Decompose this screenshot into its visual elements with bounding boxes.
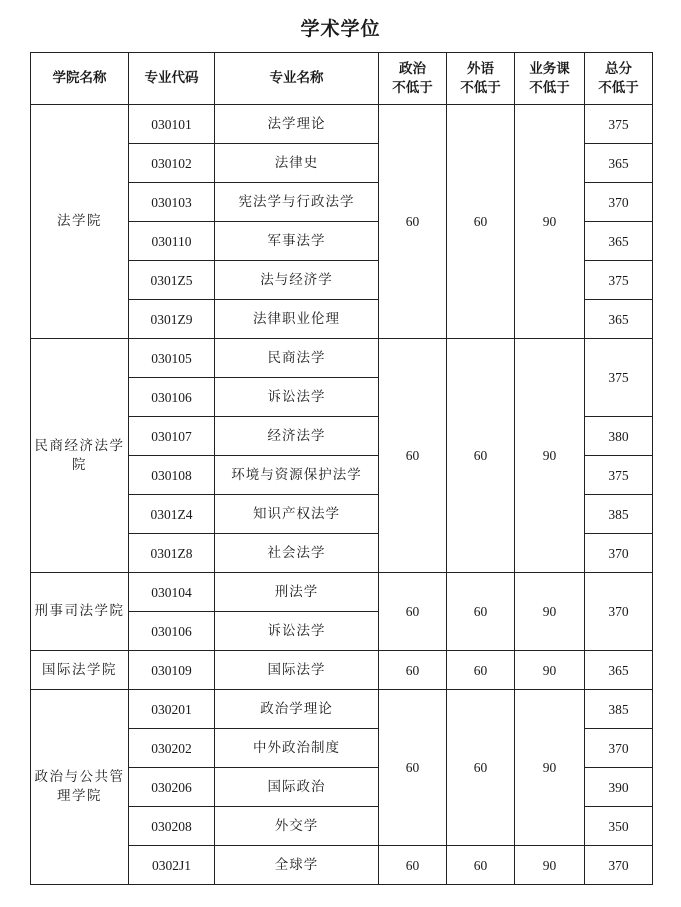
total-min: 375 bbox=[585, 456, 653, 495]
total-min: 350 bbox=[585, 807, 653, 846]
header-code: 专业代码 bbox=[129, 53, 215, 105]
major-name: 社会法学 bbox=[215, 534, 379, 573]
major-code: 030103 bbox=[129, 183, 215, 222]
header-college: 学院名称 bbox=[31, 53, 129, 105]
major-name: 法学理论 bbox=[215, 105, 379, 144]
total-min: 370 bbox=[585, 846, 653, 885]
header-total: 总分 不低于 bbox=[585, 53, 653, 105]
foreign-min: 60 bbox=[447, 573, 515, 651]
total-min: 370 bbox=[585, 534, 653, 573]
major-code: 0301Z5 bbox=[129, 261, 215, 300]
page-title: 学术学位 bbox=[300, 18, 381, 40]
total-min: 370 bbox=[585, 183, 653, 222]
major-name: 民商法学 bbox=[215, 339, 379, 378]
politics-min: 60 bbox=[379, 339, 447, 573]
foreign-min: 60 bbox=[447, 651, 515, 690]
major-name: 环境与资源保护法学 bbox=[215, 456, 379, 495]
table-row bbox=[31, 573, 653, 612]
table-row bbox=[31, 651, 653, 690]
business-min: 90 bbox=[515, 651, 585, 690]
major-code: 030110 bbox=[129, 222, 215, 261]
major-code: 030106 bbox=[129, 378, 215, 417]
major-code: 0301Z4 bbox=[129, 495, 215, 534]
politics-min: 60 bbox=[379, 690, 447, 846]
header-business: 业务课 不低于 bbox=[515, 53, 585, 105]
major-code: 030105 bbox=[129, 339, 215, 378]
header-major: 专业名称 bbox=[215, 53, 379, 105]
total-min: 370 bbox=[585, 729, 653, 768]
major-name: 法律职业伦理 bbox=[215, 300, 379, 339]
college-name: 法学院 bbox=[31, 105, 129, 339]
business-min: 90 bbox=[515, 690, 585, 846]
total-min: 390 bbox=[585, 768, 653, 807]
college-name: 民商经济法学院 bbox=[31, 339, 129, 573]
major-name: 诉讼法学 bbox=[215, 378, 379, 417]
major-code: 030104 bbox=[129, 573, 215, 612]
politics-min: 60 bbox=[379, 846, 447, 885]
total-min: 375 bbox=[585, 339, 653, 417]
total-min: 365 bbox=[585, 144, 653, 183]
header-row bbox=[31, 53, 653, 105]
business-min: 90 bbox=[515, 339, 585, 573]
major-name: 国际政治 bbox=[215, 768, 379, 807]
major-name: 刑法学 bbox=[215, 573, 379, 612]
major-name: 全球学 bbox=[215, 846, 379, 885]
table-row bbox=[31, 339, 653, 378]
header-politics: 政治 不低于 bbox=[379, 53, 447, 105]
major-code: 030206 bbox=[129, 768, 215, 807]
major-name: 军事法学 bbox=[215, 222, 379, 261]
college-name: 政治与公共管理学院 bbox=[31, 690, 129, 885]
total-min: 365 bbox=[585, 222, 653, 261]
foreign-min: 60 bbox=[447, 846, 515, 885]
major-code: 030108 bbox=[129, 456, 215, 495]
total-min: 375 bbox=[585, 261, 653, 300]
major-name: 知识产权法学 bbox=[215, 495, 379, 534]
business-min: 90 bbox=[515, 573, 585, 651]
major-name: 宪法学与行政法学 bbox=[215, 183, 379, 222]
major-name: 经济法学 bbox=[215, 417, 379, 456]
header-foreign: 外语 不低于 bbox=[447, 53, 515, 105]
major-code: 030208 bbox=[129, 807, 215, 846]
major-code: 030202 bbox=[129, 729, 215, 768]
college-name: 国际法学院 bbox=[31, 651, 129, 690]
major-code: 030107 bbox=[129, 417, 215, 456]
foreign-min: 60 bbox=[447, 105, 515, 339]
major-code: 0301Z8 bbox=[129, 534, 215, 573]
total-min: 365 bbox=[585, 651, 653, 690]
college-name: 刑事司法学院 bbox=[31, 573, 129, 651]
total-min: 385 bbox=[585, 495, 653, 534]
foreign-min: 60 bbox=[447, 690, 515, 846]
total-min: 380 bbox=[585, 417, 653, 456]
table-row bbox=[31, 105, 653, 144]
major-name: 法律史 bbox=[215, 144, 379, 183]
politics-min: 60 bbox=[379, 105, 447, 339]
major-name: 诉讼法学 bbox=[215, 612, 379, 651]
total-min: 385 bbox=[585, 690, 653, 729]
major-code: 030106 bbox=[129, 612, 215, 651]
major-code: 030102 bbox=[129, 144, 215, 183]
politics-min: 60 bbox=[379, 573, 447, 651]
major-name: 国际法学 bbox=[215, 651, 379, 690]
major-name: 外交学 bbox=[215, 807, 379, 846]
major-code: 0302J1 bbox=[129, 846, 215, 885]
score-table bbox=[30, 52, 653, 885]
major-code: 030101 bbox=[129, 105, 215, 144]
major-code: 0301Z9 bbox=[129, 300, 215, 339]
major-name: 法与经济学 bbox=[215, 261, 379, 300]
total-min: 365 bbox=[585, 300, 653, 339]
table-row bbox=[31, 690, 653, 729]
politics-min: 60 bbox=[379, 651, 447, 690]
total-min: 375 bbox=[585, 105, 653, 144]
business-min: 90 bbox=[515, 105, 585, 339]
business-min: 90 bbox=[515, 846, 585, 885]
foreign-min: 60 bbox=[447, 339, 515, 573]
total-min: 370 bbox=[585, 573, 653, 651]
major-name: 政治学理论 bbox=[215, 690, 379, 729]
major-code: 030109 bbox=[129, 651, 215, 690]
major-name: 中外政治制度 bbox=[215, 729, 379, 768]
major-code: 030201 bbox=[129, 690, 215, 729]
